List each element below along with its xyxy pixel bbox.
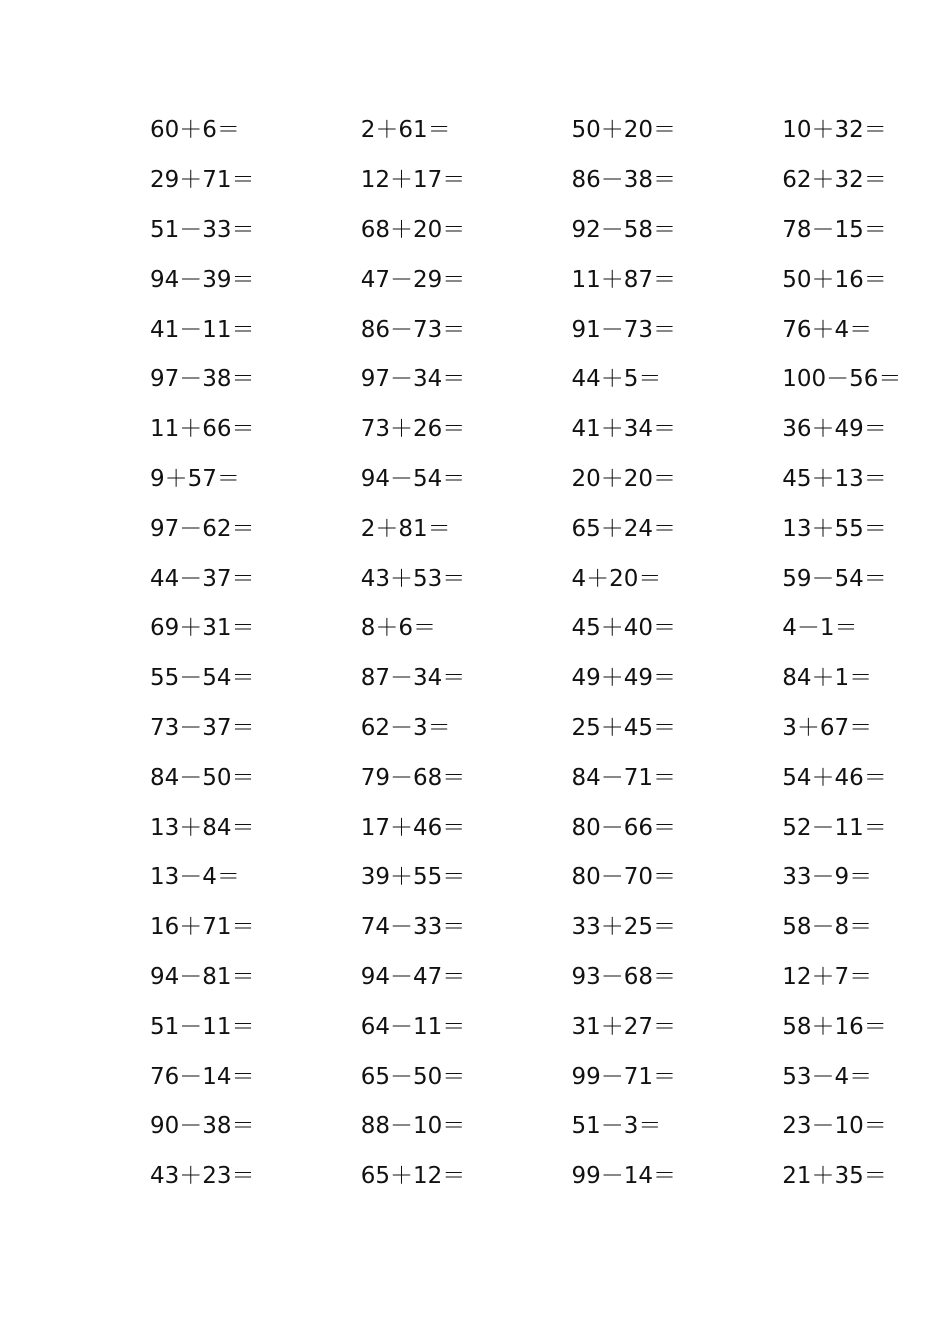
problem: 99－14＝: [571, 1163, 677, 1190]
problem: 43＋53＝: [360, 565, 466, 592]
problem: 4－1＝: [782, 615, 858, 642]
problem: 12＋7＝: [782, 963, 873, 990]
problem-row: [150, 803, 930, 853]
problem-row: [150, 504, 930, 554]
problem: 74－33＝: [360, 914, 466, 941]
problem: 91－73＝: [571, 316, 677, 343]
problem: 44＋5＝: [571, 366, 662, 393]
problem-row: [150, 255, 930, 305]
problem-row: [150, 405, 930, 455]
problem: 88－10＝: [360, 1113, 466, 1140]
problem: 94－47＝: [360, 963, 466, 990]
problem-row: [150, 753, 930, 803]
problem: 78－15＝: [782, 216, 887, 243]
problem: 11＋87＝: [571, 266, 677, 293]
problem: 39＋55＝: [360, 864, 466, 891]
problem: 33－9＝: [782, 864, 873, 891]
problem-row: [150, 305, 930, 355]
problem: 84－50＝: [150, 764, 255, 791]
problem: 50＋16＝: [782, 266, 887, 293]
problem: 76＋4＝: [782, 316, 873, 343]
problem-row: [150, 206, 930, 256]
problem-row: [150, 455, 930, 505]
arithmetic-worksheet: [150, 106, 930, 1202]
problem: 97－38＝: [150, 366, 255, 393]
problem: 51－33＝: [150, 216, 255, 243]
problem: 8＋6＝: [360, 615, 437, 642]
problem: 13－4＝: [150, 864, 240, 891]
problem: 58＋16＝: [782, 1013, 887, 1040]
problem: 43＋23＝: [150, 1163, 255, 1190]
problem: 62＋32＝: [782, 167, 887, 194]
problem: 29＋71＝: [150, 167, 255, 194]
problem-row: [150, 554, 930, 604]
problem: 62－3＝: [360, 714, 451, 741]
problem: 23－10＝: [782, 1113, 887, 1140]
problem: 86－73＝: [360, 316, 466, 343]
problem: 97－34＝: [360, 366, 466, 393]
problem-row: [150, 106, 930, 156]
problem-row: [150, 903, 930, 953]
problem: 94－54＝: [360, 465, 466, 492]
problem: 64－11＝: [360, 1013, 466, 1040]
problem: 45＋40＝: [571, 615, 677, 642]
problem: 50＋20＝: [571, 117, 677, 144]
problem: 16＋71＝: [150, 914, 255, 941]
problem: 13＋55＝: [782, 515, 887, 542]
problem: 44－37＝: [150, 565, 255, 592]
problem-row: [150, 953, 930, 1003]
problem: 58－8＝: [782, 914, 873, 941]
problem: 90－38＝: [150, 1113, 255, 1140]
problem: 45＋13＝: [782, 465, 887, 492]
problem: 2＋61＝: [360, 117, 451, 144]
problem: 65－50＝: [360, 1063, 466, 1090]
problem: 84－71＝: [571, 764, 677, 791]
problem-row: [150, 1052, 930, 1102]
problem: 60＋6＝: [150, 117, 240, 144]
problem: 79－68＝: [360, 764, 466, 791]
problem: 100－56＝: [782, 366, 902, 393]
problem: 12＋17＝: [360, 167, 466, 194]
problem: 33＋25＝: [571, 914, 677, 941]
problem: 49＋49＝: [571, 665, 677, 692]
problem: 94－39＝: [150, 266, 255, 293]
problem-row: [150, 853, 930, 903]
problem: 36＋49＝: [782, 416, 887, 443]
problem-row: [150, 654, 930, 704]
problem: 9＋57＝: [150, 465, 240, 492]
problem: 2＋81＝: [360, 515, 451, 542]
problem: 68＋20＝: [360, 216, 466, 243]
problem: 41＋34＝: [571, 416, 677, 443]
problem: 25＋45＝: [571, 714, 677, 741]
problem: 4＋20＝: [571, 565, 662, 592]
problem: 51－11＝: [150, 1013, 255, 1040]
problem-row: [150, 1152, 930, 1202]
problem: 17＋46＝: [360, 814, 466, 841]
problem: 52－11＝: [782, 814, 887, 841]
problem: 10＋32＝: [782, 117, 887, 144]
problem: 31＋27＝: [571, 1013, 677, 1040]
problem: 97－62＝: [150, 515, 255, 542]
problem: 13＋84＝: [150, 814, 255, 841]
problem: 99－71＝: [571, 1063, 677, 1090]
problem: 92－58＝: [571, 216, 677, 243]
problem: 11＋66＝: [150, 416, 255, 443]
problem: 41－11＝: [150, 316, 255, 343]
problem: 80－70＝: [571, 864, 677, 891]
problem-row: [150, 1002, 930, 1052]
problem: 86－38＝: [571, 167, 677, 194]
problem: 65＋24＝: [571, 515, 677, 542]
problem: 76－14＝: [150, 1063, 255, 1090]
problem-row: [150, 704, 930, 754]
problem: 59－54＝: [782, 565, 887, 592]
problem: 53－4＝: [782, 1063, 873, 1090]
problem: 80－66＝: [571, 814, 677, 841]
problem: 54＋46＝: [782, 764, 887, 791]
problem: 3＋67＝: [782, 714, 873, 741]
problem: 87－34＝: [360, 665, 466, 692]
problem: 94－81＝: [150, 963, 255, 990]
problem: 65＋12＝: [360, 1163, 466, 1190]
problem-row: [150, 156, 930, 206]
problem: 51－3＝: [571, 1113, 662, 1140]
problem: 55－54＝: [150, 665, 255, 692]
problem: 73－37＝: [150, 714, 255, 741]
problem: 21＋35＝: [782, 1163, 887, 1190]
problem: 69＋31＝: [150, 615, 255, 642]
problem: 84＋1＝: [782, 665, 873, 692]
problem-row: [150, 1102, 930, 1152]
problem-row: [150, 604, 930, 654]
problem: 47－29＝: [360, 266, 466, 293]
problem: 20＋20＝: [571, 465, 677, 492]
problem: 73＋26＝: [360, 416, 466, 443]
problem-row: [150, 355, 930, 405]
problem: 93－68＝: [571, 963, 677, 990]
